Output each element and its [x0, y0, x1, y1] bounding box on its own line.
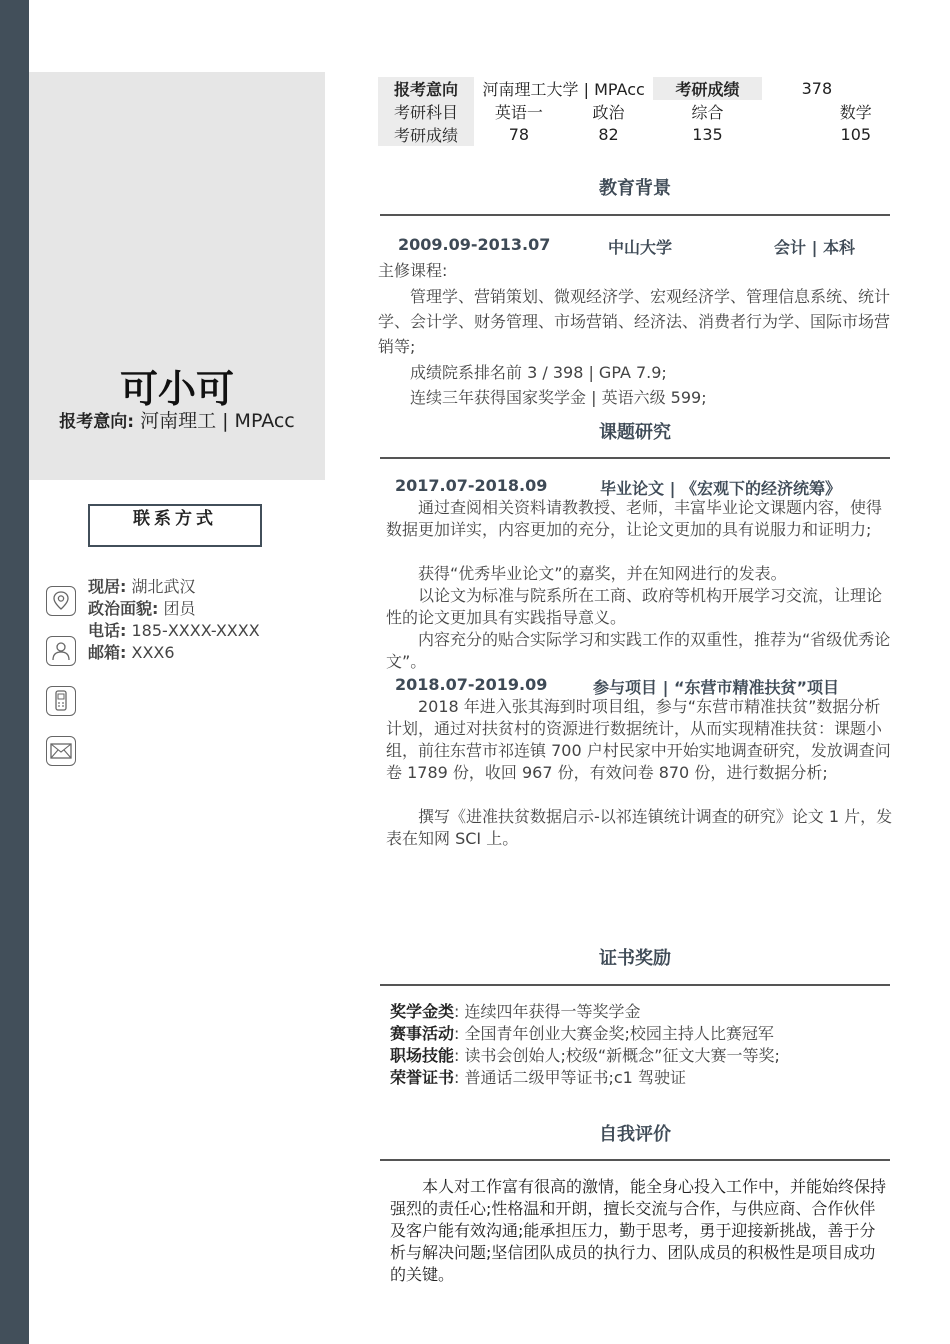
certificates-title: 证书奖励 — [599, 948, 671, 969]
subject-cell: 政治 — [592, 103, 625, 122]
total-score-label: 考研成绩 — [653, 77, 761, 100]
mail-icon — [46, 736, 76, 766]
education-title: 教育背景 — [599, 178, 671, 199]
subject-cell: 英语一 — [494, 103, 543, 122]
table-row — [378, 77, 950, 100]
list-item: 职场技能: 读书会创始人;校级“新概念”征文大赛一等奖; — [390, 1046, 780, 1065]
education-period: 2009.09-2013.07 — [398, 235, 551, 254]
subject-cell: 综合 — [691, 103, 724, 122]
target-value: 河南理工大学 | MPAcc — [482, 80, 645, 99]
project-period: 2018.07-2019.09 — [395, 675, 548, 694]
total-score-value: 378 — [801, 79, 833, 98]
education-rank: 成绩院系排名前 3 / 398 | GPA 7.9; — [410, 363, 667, 382]
table-row — [378, 100, 950, 123]
phone-icon — [46, 686, 76, 716]
list-item: 奖学金类: 连续四年获得一等奖学金 — [390, 1002, 641, 1021]
location-icon — [46, 586, 76, 616]
education-awards: 连续三年获得国家奖学金 | 英语六级 599; — [410, 388, 707, 407]
project-paragraph: 获得“优秀毕业论文”的嘉奖，并在知网进行的发表。 — [418, 564, 787, 583]
contact-political-status: 政治面貌: 团员 — [88, 599, 196, 618]
table-row — [378, 123, 950, 146]
list-item: 赛事活动: 全国青年创业大赛金奖;校园主持人比赛冠军 — [390, 1024, 774, 1043]
section-divider — [380, 457, 890, 459]
project-paragraph: 2018 年进入张其海到时项目组，参与“东营市精准扶贫”数据分析计划，通过对扶贫村的资源进行数据统计，从而实现精准扶贫：课题小组，前往东营市祁连镇 700 户村民家中开始实地调查研究，发放调查问卷 1789 份，收回 967 份，有效问卷 870 份，进行数据分析; — [386, 697, 891, 782]
project-paragraph: 以论文为标准与院系所在工商、政府等机构开展学习交流，让理论性的论文更加具有实践指导意义。 — [386, 586, 883, 627]
score-cell: 78 — [508, 125, 530, 144]
project-name: 参与项目 | “东营市精准扶贫”项目 — [593, 678, 840, 697]
score-cell: 82 — [598, 125, 619, 144]
research-title: 课题研究 — [599, 422, 671, 443]
courses-label: 主修课程: — [378, 261, 448, 280]
contact-email: 邮箱: XXX6 — [88, 643, 175, 662]
contact-list — [88, 576, 260, 664]
exam-score-table — [378, 77, 950, 146]
section-divider — [380, 984, 890, 986]
section-divider — [380, 1159, 890, 1161]
list-item: 荣誉证书: 普通话二级甲等证书;c1 驾驶证 — [390, 1068, 686, 1087]
project-paragraph: 通过查阅相关资料请教教授、老师，丰富毕业论文课题内容，使得数据更加详实，内容更加的充分，让论文更加的具有说服力和证明力; — [386, 498, 883, 539]
project-period: 2017.07-2018.09 — [395, 476, 548, 495]
subjects-label: 考研科目 — [378, 100, 474, 123]
user-icon — [46, 636, 76, 666]
education-major: 会计 | 本科 — [774, 238, 855, 257]
candidate-name: 可小可 — [119, 367, 234, 411]
education-school: 中山大学 — [608, 238, 673, 257]
self-evaluation-title: 自我评价 — [599, 1124, 671, 1145]
profile-target — [29, 406, 325, 433]
score-cell: 105 — [840, 125, 872, 144]
sidebar-accent-bar — [0, 0, 29, 1344]
project-paragraph: 内容充分的贴合实际学习和实践工作的双重性，推荐为“省级优秀论文”。 — [386, 630, 891, 671]
contact-address: 现居: 湖北武汉 — [88, 577, 196, 596]
target-label: 报考意向 — [378, 77, 474, 100]
subject-cell: 数学 — [839, 103, 872, 122]
project-paragraph: 撰写《进准扶贫数据启示-以祁连镇统计调查的研究》论文 1 片，发表在知网 SCI 上。 — [386, 807, 893, 848]
courses-text: 管理学、营销策划、微观经济学、宏观经济学、管理信息系统、统计学、会计学、财务管理、市场营销、经济法、消费者行为学、国际市场营销等; — [378, 287, 891, 356]
contact-phone: 电话: 185-XXXX-XXXX — [88, 621, 260, 640]
certificates-list — [390, 1001, 780, 1089]
section-divider — [380, 214, 890, 216]
project-name: 毕业论文 | 《宏观下的经济统筹》 — [600, 479, 841, 498]
contact-section-title: 联系方式 — [88, 504, 262, 547]
profile-target-label: 报考意向: — [59, 412, 135, 432]
profile-target-value: 河南理工 | MPAcc — [140, 410, 295, 432]
scores-label: 考研成绩 — [378, 123, 474, 146]
self-evaluation-text: 本人对工作富有很高的激情，能全身心投入工作中，并能始终保持强烈的责任心;性格温和开朗，擅长交流与合作，与供应商、合作伙伴及客户能有效沟通;能承担压力，勤于思考，勇于迎接新挑战，善于分析与解决问题;坚信团队成员的执行力、团队成员的积极性是项目成功的关键。 — [390, 1177, 887, 1284]
score-cell: 135 — [692, 125, 723, 144]
